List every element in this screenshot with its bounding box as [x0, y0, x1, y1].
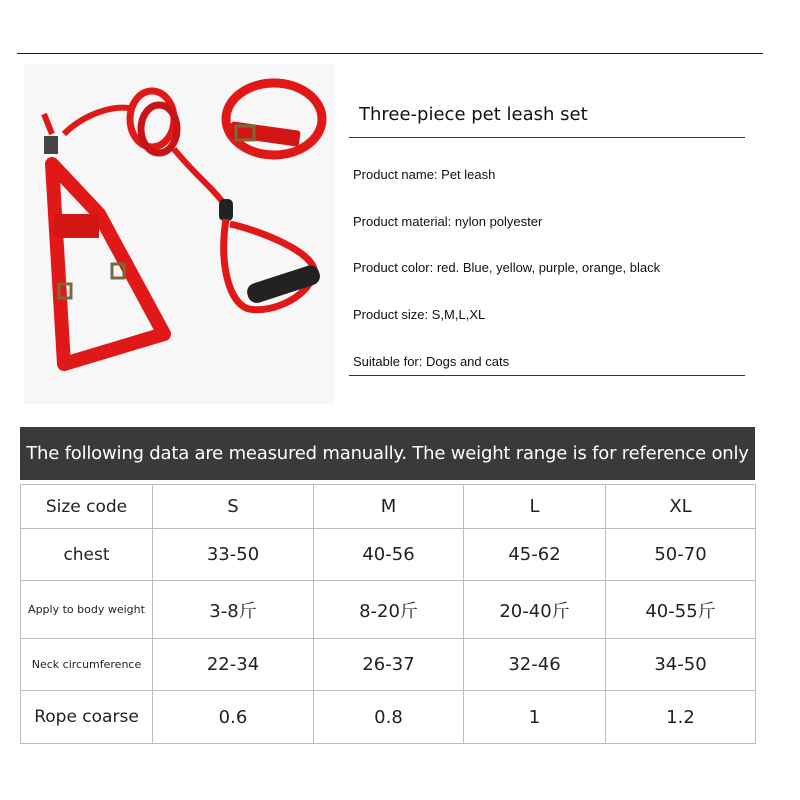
- suitable-for-row: Suitable for: Dogs and cats: [353, 354, 510, 369]
- product-title: Three-piece pet leash set: [359, 104, 588, 125]
- leash-handle-grip: [245, 263, 323, 305]
- harness-chest-pad: [54, 214, 99, 238]
- table-cell: 40-56: [314, 529, 464, 581]
- product-size-row: Product size: S,M,L,XL: [353, 307, 486, 322]
- product-name-row: Product name: Pet leash: [353, 167, 496, 182]
- table-cell: 26-37: [314, 639, 464, 691]
- table-cell: 0.6: [153, 691, 314, 744]
- leash-rope-top: [64, 108, 134, 134]
- table-cell: 1: [464, 691, 606, 744]
- row-label-chest: chest: [21, 529, 153, 581]
- header-size-l: L: [464, 485, 606, 529]
- table-cell: 20-40斤: [464, 581, 606, 639]
- table-row: [21, 529, 756, 581]
- table-cell: 0.8: [314, 691, 464, 744]
- leash-stopper: [219, 199, 233, 221]
- header-size-m: M: [314, 485, 464, 529]
- table-row: [21, 581, 756, 639]
- header-size-s: S: [153, 485, 314, 529]
- table-cell: 32-46: [464, 639, 606, 691]
- table-cell: 3-8斤: [153, 581, 314, 639]
- size-table: [20, 484, 756, 744]
- measurement-note-banner: The following data are measured manually. The weight range is for reference only: [20, 427, 755, 480]
- collar-shape: [226, 83, 322, 155]
- title-divider: [349, 137, 745, 138]
- top-divider: [17, 53, 763, 54]
- table-cell: 22-34: [153, 639, 314, 691]
- leash-set-illustration: [24, 64, 334, 404]
- table-row: [21, 691, 756, 744]
- info-bottom-divider: [349, 375, 745, 376]
- header-size-xl: XL: [606, 485, 756, 529]
- row-label-rope: Rope coarse: [21, 691, 153, 744]
- row-label-neck: Neck circumference: [21, 639, 153, 691]
- table-cell: 50-70: [606, 529, 756, 581]
- table-cell: 1.2: [606, 691, 756, 744]
- product-material-row: Product material: nylon polyester: [353, 214, 543, 229]
- harness-clip-rope: [44, 114, 52, 134]
- harness-frame: [52, 164, 164, 364]
- table-cell: 45-62: [464, 529, 606, 581]
- leash-coil-1: [130, 91, 174, 147]
- product-color-row: Product color: red. Blue, yellow, purple, orange, black: [353, 260, 661, 275]
- product-photo: [24, 64, 334, 404]
- table-cell: 33-50: [153, 529, 314, 581]
- table-header-row: [21, 485, 756, 529]
- table-cell: 8-20斤: [314, 581, 464, 639]
- table-row: [21, 639, 756, 691]
- header-size-code: Size code: [21, 485, 153, 529]
- row-label-body-weight: Apply to body weight: [21, 581, 153, 639]
- table-cell: 34-50: [606, 639, 756, 691]
- harness-clip: [44, 136, 58, 154]
- leash-rope-mid: [174, 149, 224, 204]
- table-cell: 40-55斤: [606, 581, 756, 639]
